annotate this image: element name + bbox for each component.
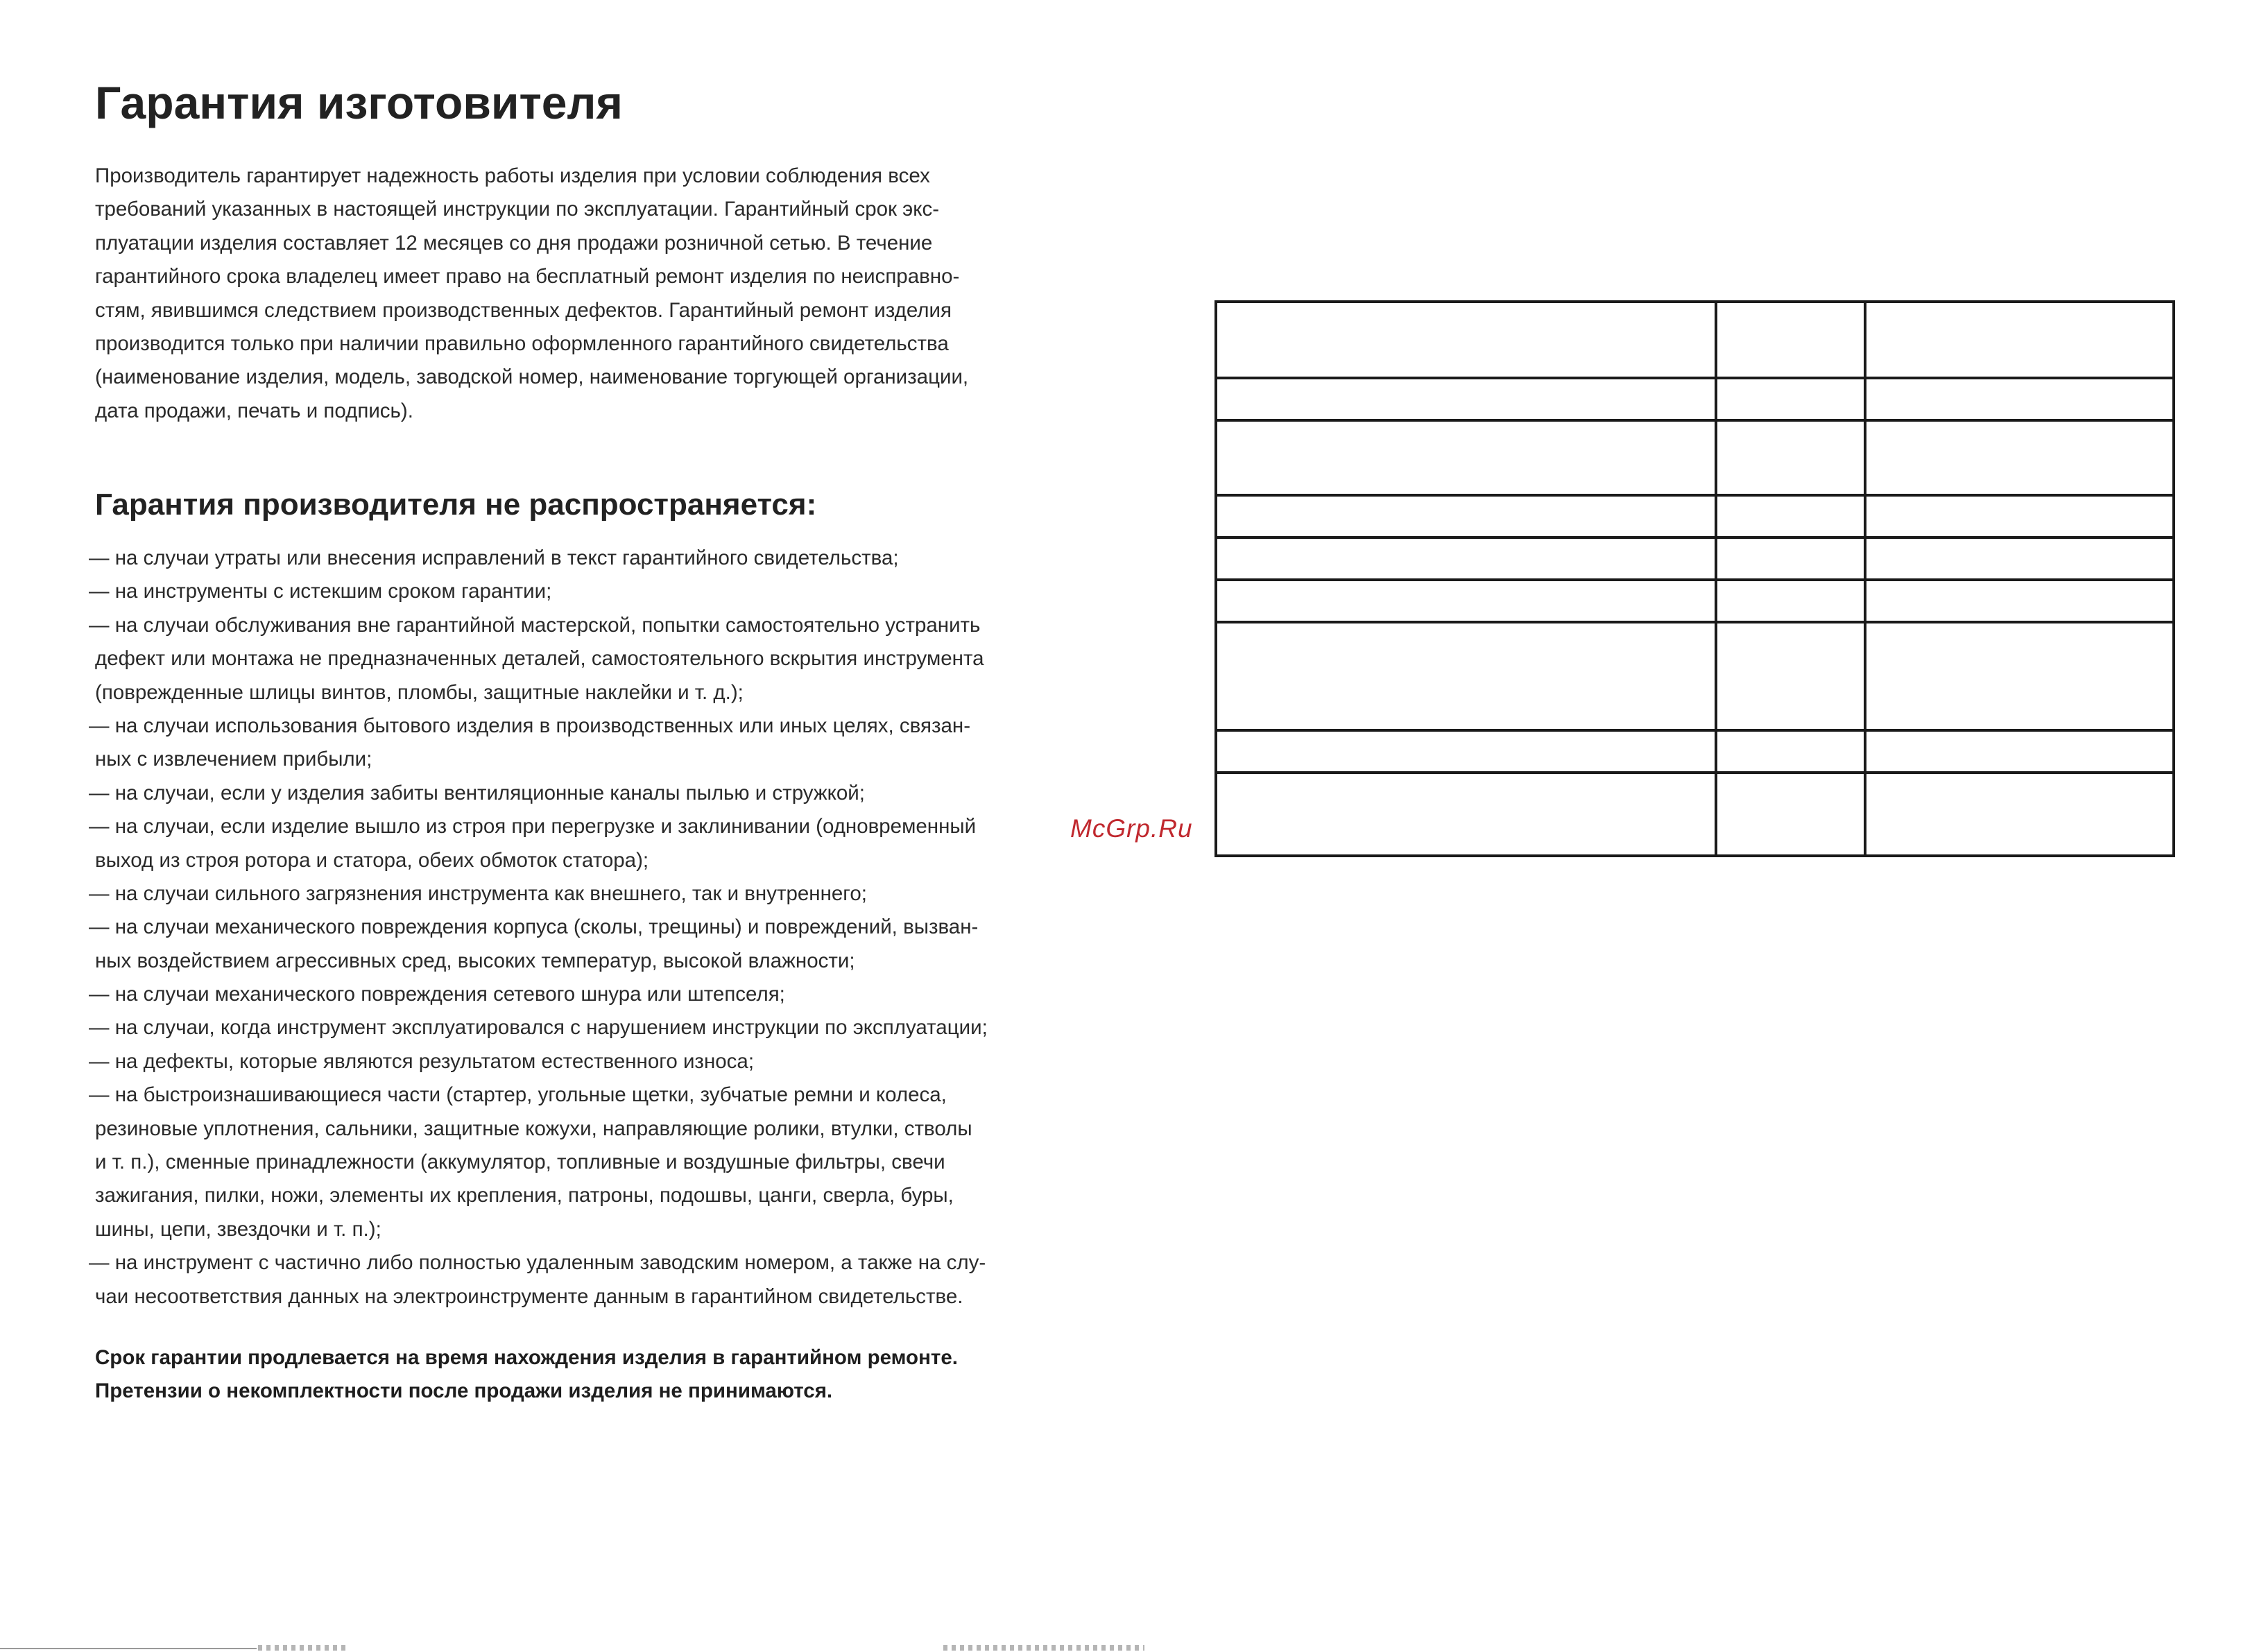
intro-paragraph [95, 160, 1080, 428]
exclusion-item-continuation: чаи несоответствия данных на электроинструменте данным в гарантийном свидетельстве. [95, 1284, 963, 1308]
exclusion-item-continuation: зажигания, пилки, ножи, элементы их крепления, патроны, подошвы, цанги, сверла, буры, [95, 1184, 954, 1207]
exclusion-item: — на случаи сильного загрязнения инструмента как внешнего, так и внутреннего; [89, 881, 867, 905]
intro-line: производится только при наличии правильно оформленного гарантийного свидетельства [95, 332, 949, 355]
exclusion-item-continuation: дефект или монтажа не предназначенных деталей, самостоятельного вскрытия инструмента [95, 647, 984, 671]
exclusion-item: — на быстроизнашивающиеся части (стартер, угольные щетки, зубчатые ремни и колеса, [89, 1083, 947, 1107]
footer-note [95, 1341, 958, 1409]
exclusion-item: — на случаи механического повреждения сетевого шнура или штепселя; [89, 983, 785, 1006]
intro-line: гарантийного срока владелец имеет право на бесплатный ремонт изделия по неисправно- [95, 265, 960, 289]
intro-line: (наименование изделия, модель, заводской номер, наименование торгующей организации, [95, 365, 969, 389]
page-bottom-marks [943, 1645, 1144, 1651]
page-bottom-marks [258, 1645, 348, 1651]
exclusion-item: — на инструменты с истекшим сроком гарантии; [89, 580, 552, 603]
intro-line: дата продажи, печать и подпись). [95, 399, 413, 422]
intro-line: Производитель гарантирует надежность работы изделия при условии соблюдения всех [95, 164, 930, 187]
exclusion-item: — на дефекты, которые являются результатом естественного износа; [89, 1049, 755, 1073]
footer-line: Срок гарантии продлевается на время нахождения изделия в гарантийном ремонте. [95, 1346, 958, 1369]
exclusion-item-continuation: (поврежденные шлицы винтов, пломбы, защитные наклейки и т. д.); [95, 680, 744, 704]
watermark-text: McGrp.Ru [1070, 814, 1193, 843]
exclusion-item: — на случаи обслуживания вне гарантийной мастерской, попытки самостоятельно устранить [89, 613, 981, 637]
exclusion-item: — на случаи утраты или внесения исправлений в текст гарантийного свидетельства; [89, 547, 899, 569]
warranty-record-table [1214, 300, 2175, 857]
page-title: Гарантия изготовителя [95, 77, 623, 128]
exclusions-list [89, 542, 1088, 1314]
intro-line: требований указанных в настоящей инструкции по эксплуатации. Гарантийный срок экс- [95, 198, 940, 221]
table-grid-lines [1217, 303, 2172, 854]
intro-line: стям, явившимся следствием производственных дефектов. Гарантийный ремонт изделия [95, 298, 952, 322]
exclusion-item-continuation: резиновые уплотнения, сальники, защитные кожухи, направляющие ролики, втулки, стволы [95, 1117, 972, 1140]
exclusion-item: — на инструмент с частично либо полностью удаленным заводским номером, а также на слу- [89, 1251, 986, 1275]
exclusion-item: — на случаи, если изделие вышло из строя при перегрузке и заклинивании (одновременный [89, 815, 977, 838]
exclusion-item: — на случаи использования бытового изделия в производственных или иных целях, связан- [89, 714, 971, 737]
exclusion-item-continuation: шины, цепи, звездочки и т. п.); [95, 1217, 381, 1241]
exclusion-item: — на случаи, когда инструмент эксплуатировался с нарушением инструкции по эксплуатации; [89, 1016, 988, 1040]
page-bottom-rule [0, 1648, 257, 1649]
exclusions-heading: Гарантия производителя не распространяется: [95, 488, 817, 522]
exclusion-item: — на случаи, если у изделия забиты вентиляционные каналы пылью и стружкой; [89, 781, 865, 805]
intro-line: плуатации изделия составляет 12 месяцев со дня продажи розничной сетью. В течение [95, 231, 933, 255]
exclusion-item: — на случаи механического повреждения корпуса (сколы, трещины) и повреждений, вызван- [89, 915, 979, 939]
footer-line: Претензии о некомплектности после продажи изделия не принимаются. [95, 1379, 833, 1403]
exclusion-item-continuation: выход из строя ротора и статора, обеих обмоток статора); [95, 848, 649, 872]
exclusion-item-continuation: ных воздействием агрессивных сред, высоких температур, высокой влажности; [95, 949, 855, 972]
exclusion-item-continuation: и т. п.), сменные принадлежности (аккумулятор, топливные и воздушные фильтры, свечи [95, 1151, 945, 1174]
exclusion-item-continuation: ных с извлечением прибыли; [95, 748, 372, 771]
